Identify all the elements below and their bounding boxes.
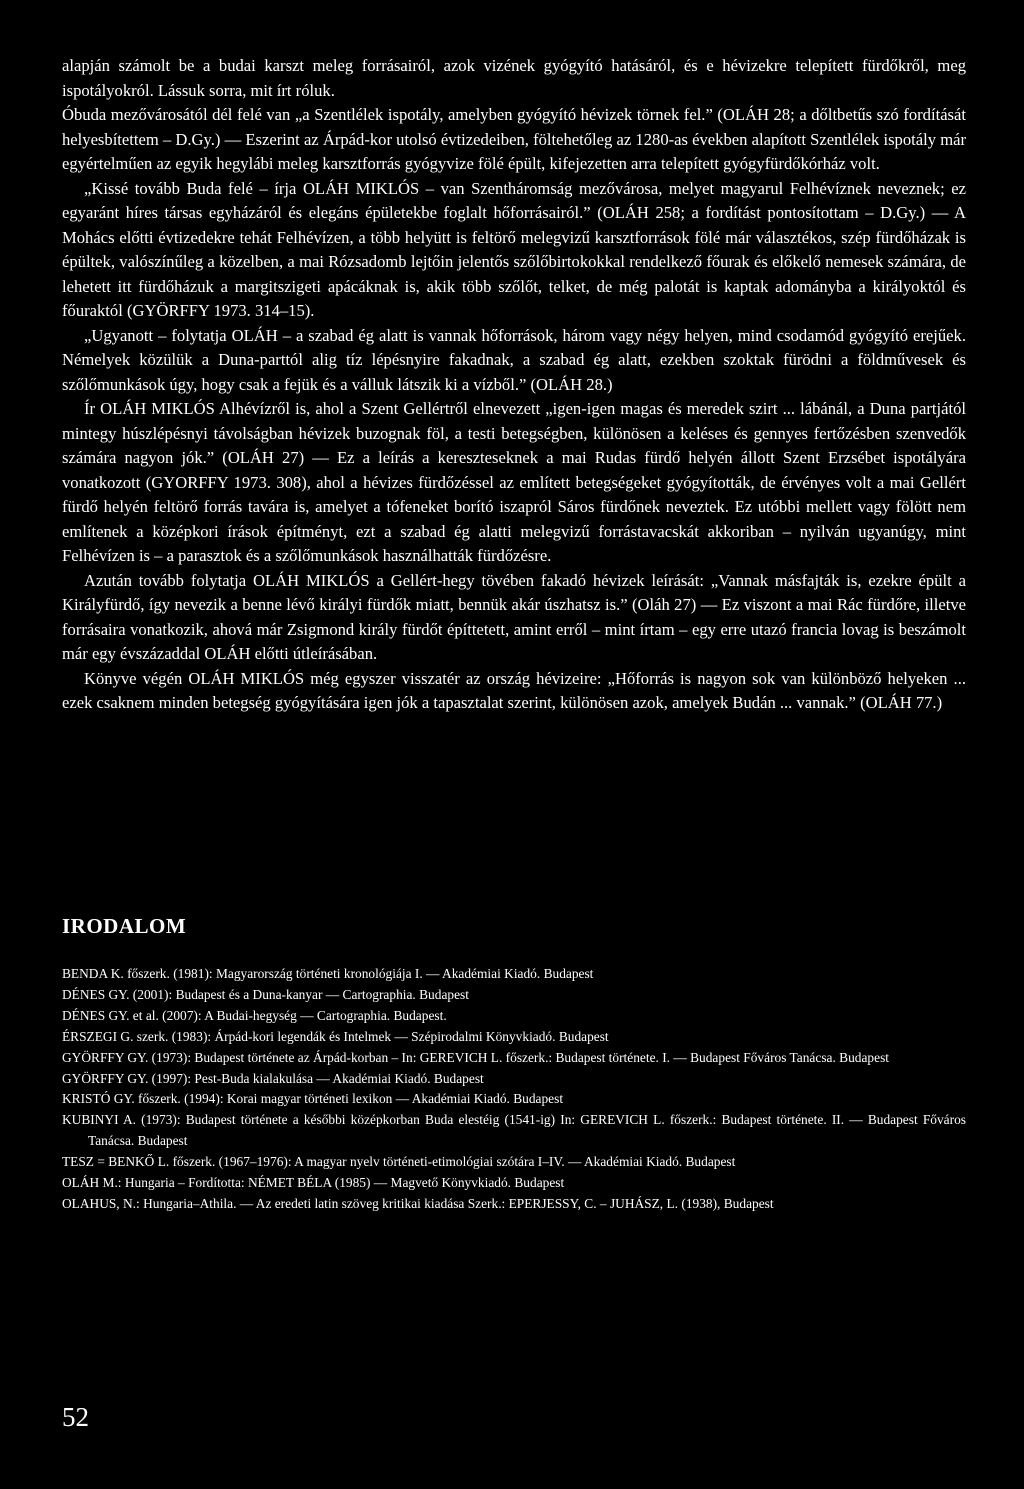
reference-item: TESZ = BENKŐ L. főszerk. (1967–1976): A magyar nyelv történeti-etimológiai szótára I–IV. — Akadémiai Kiadó. Budapest — [62, 1154, 736, 1170]
reference-item: BENDA K. főszerk. (1981): Magyarország történeti kronológiája I. — Akadémiai Kiadó. Budapest — [62, 966, 594, 981]
paragraph: alapján számolt be a budai karszt meleg forrásairól, azok vizének gyógyító hatásáról, és e hévizekre telepített fürdőkről, meg ispotályokról. Lássuk sorra, mit írt róluk. — [62, 56, 966, 100]
reference-item: KRISTÓ GY. főszerk. (1994): Korai magyar történeti lexikon — Akadémiai Kiadó. Budapest — [62, 1091, 564, 1107]
section-heading: IRODALOM — [62, 914, 187, 938]
paragraph: „Ugyanott – folytatja OLÁH – a szabad ég alatt is vannak hőforrások, három vagy négy helyen, mind csodamód gyógyító erejűek. Némelyek közülük a Duna-parttól alig tíz lépésnyire fakadnak, a szabad ég alatt, ezekben szoktak fürödni a földművesek és szőlőmunkások úgy, hogy csak a fejük és a válluk látszik ki a vízből.” (OLÁH 28.) — [62, 325, 966, 394]
paragraph: Óbuda mezővárosától dél felé van „a Szentlélek ispotály, amelyben gyógyító hévizek törnek fel.” (OLÁH 28; a dőltbetűs szó fordítását helyesbítettem – D.Gy.) — Eszerint az Árpád-kor utolsó évtizedeiben, föltehetőleg az 1280-as években alapított Szentlélek ispotály már egyértelműen az egyik hegylábi meleg karsztforrás gyógyvize fölé épült, kifejezetten arra telepített gyógyfürdőkórház volt. — [62, 105, 966, 173]
reference-item: OLÁH M.: Hungaria – Fordította: NÉMET BÉLA (1985) — Magvető Könyvkiadó. Budapest — [62, 1175, 565, 1191]
paragraph: Könyve végén OLÁH MIKLÓS még egyszer visszatér az ország hévizeire: „Hőforrás is nagyon sok van különböző helyeken ... ezek csaknem minden betegség gyógyítására igen jók a tapasztalat szerint, különösen azok, amelyek Budán ... vannak.” (OLÁH 77.) — [62, 668, 966, 712]
reference-item: DÉNES GY. (2001): Budapest és a Duna-kanyar — Cartographia. Budapest — [62, 986, 469, 1002]
body-text — [62, 54, 966, 716]
paragraph: „Kissé tovább Buda felé – írja OLÁH MIKLÓS – van Szentháromság mezővárosa, melyet magyarul Felhévíznek neveznek; ez egyaránt híres társas egyházáról és elegáns épületekbe foglalt hőforrásairól.” (OLÁH 258; a fordítást pontosítottam – D.Gy.) — A Mohács előtti évtizedekre tehát Felhévízen, a több helyütt is feltörő melegvizű karsztforrások fölé már választékos, szép fürdőházak is épültek, valószínűleg a közelben, a mai Rózsadomb lejtőin jelentős szőlőbirtokokkal rendelkező főurak és előkelő nemesek számára, de lehetett itt fürdőházuk a margitszigeti apácáknak is, akik több szőlőt, telket, de még palotát is kaptak adományba a királyoktól és főuraktól (GYÖRFFY 1973. 314–15). — [62, 178, 966, 320]
reference-item: DÉNES GY. et al. (2007): A Budai-hegység — Cartographia. Budapest. — [62, 1007, 447, 1023]
reference-item: GYÖRFFY GY. (1997): Pest-Buda kialakulása — Akadémiai Kiadó. Budapest — [62, 1070, 484, 1086]
reference-item: GYÖRFFY GY. (1973): Budapest története az Árpád-korban – In: GEREVICH L. főszerk.: Budapest története. I. — Budapest Főváros Tanácsa. Budapest — [62, 1049, 889, 1065]
reference-item: ÉRSZEGI G. szerk. (1983): Árpád-kori legendák és Intelmek — Szépirodalmi Könyvkiadó. Budapest — [62, 1028, 609, 1044]
reference-item: OLAHUS, N.: Hungaria–Athila. — Az eredeti latin szöveg kritikai kiadása Szerk.: EPERJESSY, C. – JUHÁSZ, L. (1938), Budapest — [62, 1195, 774, 1211]
reference-item: KUBINYI A. (1973): Budapest története a későbbi középkorban Buda elestéig (1541-ig) In: GEREVICH L. főszerk.: Budapest története. II. — Budapest Főváros Tanácsa. Budapest — [62, 1112, 966, 1149]
page-number: 52 — [62, 1402, 89, 1432]
reference-list — [62, 964, 966, 1215]
paragraph: Ír OLÁH MIKLÓS Alhévízről is, ahol a Szent Gellértről elnevezett „igen-igen magas és meredek szirt ... lábánál, a Duna partjától mintegy húszlépésnyi távolságban hévizek buzognak föl, a testi betegségben, különösen a keléses és gennyes fertőzésben szenvedők számára nagyon jók.” (OLÁH 27) — Ez a leírás a kereszteseknek a mai Rudas fürdő helyén állott Szent Erzsébet ispotályára vonatkozott (GYORFFY 1973. 308), ahol a hévizes fürdőzéssel az említett betegségeket gyógyították, de érvényes volt a mai Gellért fürdő helyén feltörő forrás tavára is, amelyet a tófeneket borító iszapról Sáros fürdőnek neveztek. Ez utóbbi mellett vagy fölött nem említenek a középkori írások építményt, ezt a szabad ég alatti melegvizű forrástavacskát akkoriban – nyilván ugyanúgy, mint Felhévízen is – a parasztok és a szőlőmunkások használhatták fürdőzésre. — [62, 399, 966, 565]
paragraph: Azután tovább folytatja OLÁH MIKLÓS a Gellért-hegy tövében fakadó hévizek leírását: „Vannak másfajták is, ezekre épült a Királyfürdő, így nevezik a benne lévő királyi fürdők miatt, bennük akár úszhatsz is.” (Oláh 27) — Ez viszont a mai Rác fürdőre, illetve forrásaira vonatkozik, ahová már Zsigmond király fürdőt építtetett, amint erről – mint írtam – egy erre utazó francia lovag is beszámolt már egy évszázaddal OLÁH előtti útleírásában. — [62, 570, 966, 663]
